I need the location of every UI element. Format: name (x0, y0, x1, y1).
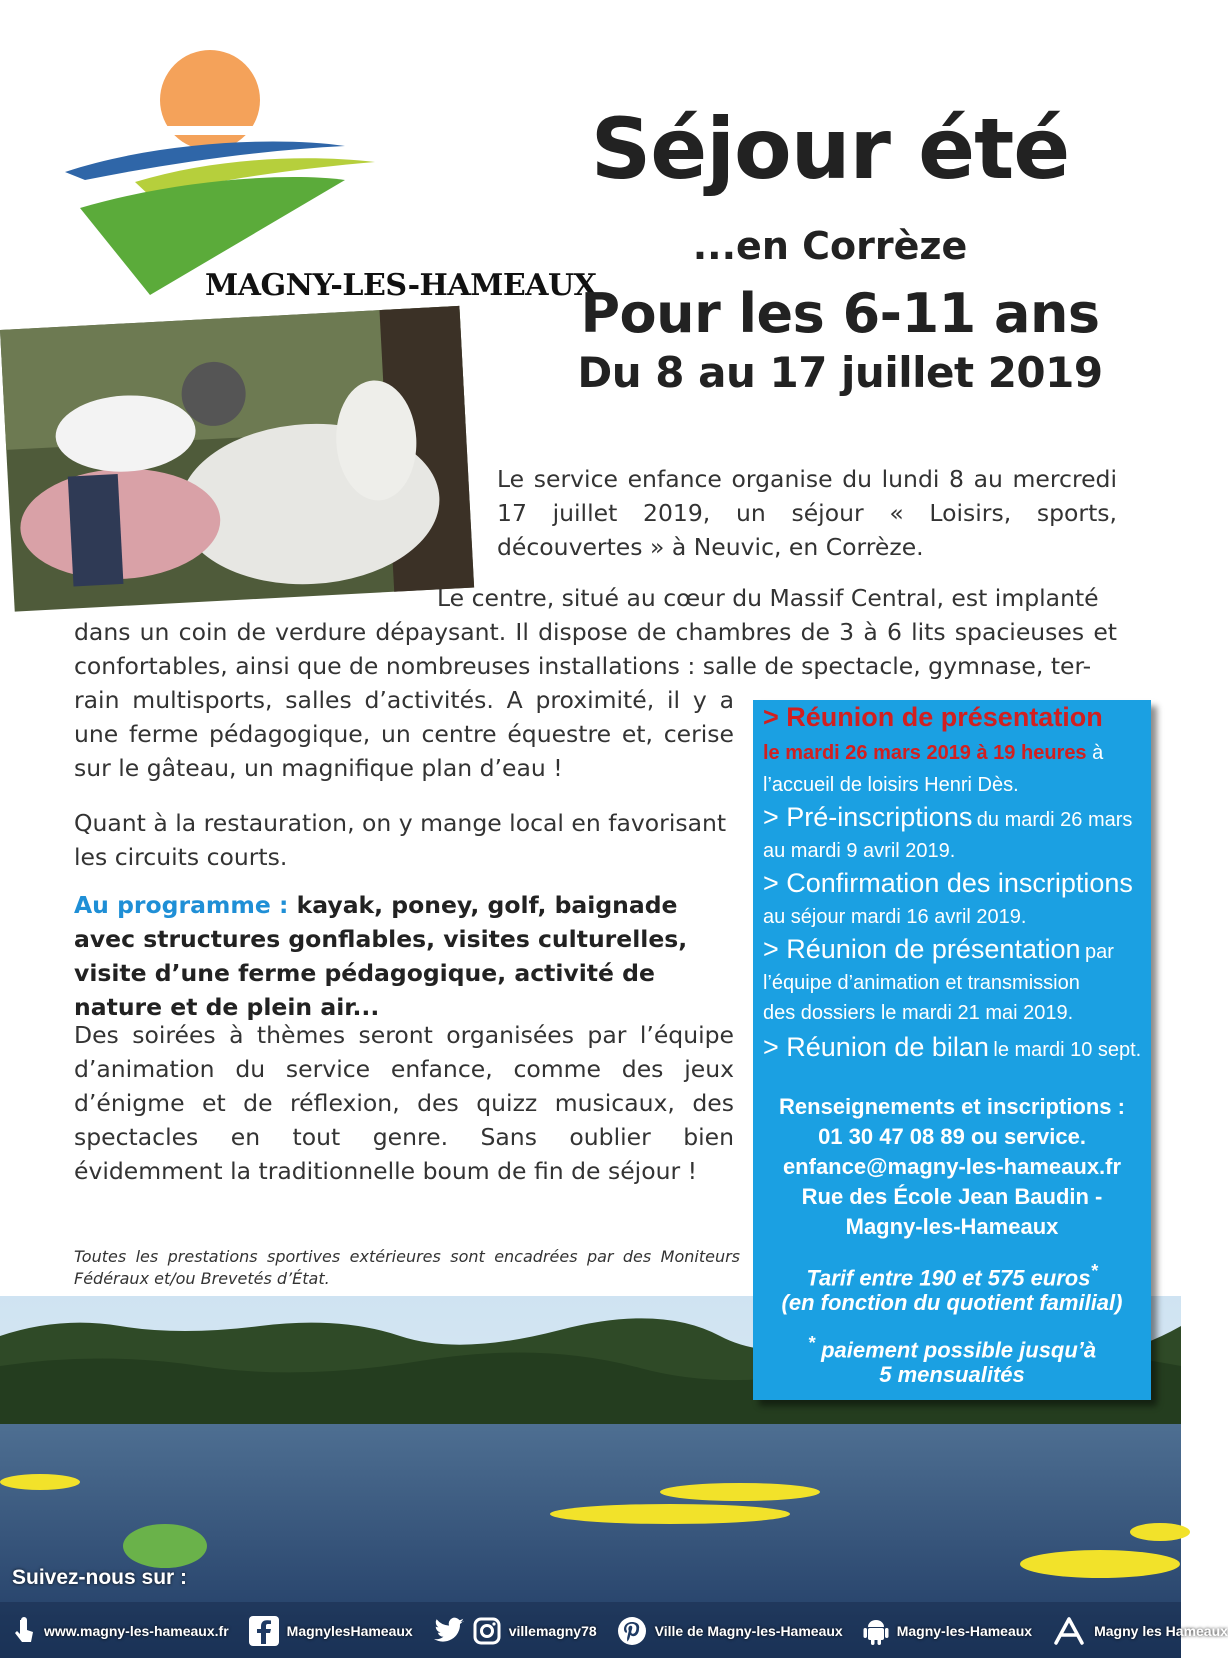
reunion-heading: > Réunion de présentation (763, 702, 1103, 732)
contact-street: Rue des École Jean Baudin - (801, 1184, 1103, 1209)
twitter-link[interactable] (433, 1618, 473, 1644)
centre-paragraph-line2: dans un coin de verdure dépaysant. Il dispose de chambres de 3 à 6 lits spacieuses et confortables, ainsi que de nombreuses installations : salle de spectacle, gymnase, ter- (74, 618, 1117, 680)
paiement-b: 5 mensualités (879, 1362, 1025, 1387)
reunion2-date: des dossiers le mardi 21 mai 2019. (763, 1002, 1074, 1024)
intro-paragraph: Le service enfance organise du lundi 8 au mercredi 17 juillet 2019, un séjour « Loisirs, sports, découvertes » à Neuvic, en Corrèze. (497, 465, 1117, 561)
reunion-date-line (763, 742, 1143, 765)
reunion2-label: > Réunion de présentation (763, 934, 1081, 964)
reunion2-line (763, 934, 1143, 965)
contact-phone: 01 30 47 08 89 ou service. (818, 1124, 1086, 1149)
facebook-icon (249, 1616, 279, 1646)
android-app-link[interactable]: Magny-les-Hameaux (863, 1616, 1032, 1646)
instagram-icon (473, 1617, 501, 1645)
pinterest-icon (617, 1616, 647, 1646)
age-range: Pour les 6-11 ans (580, 282, 1100, 345)
centre-paragraph-line1: Le centre, situé au cœur du Massif Central, est implanté (437, 584, 1099, 612)
confirmation-date: au séjour mardi 16 avril 2019. (763, 906, 1027, 928)
contact-city: Magny-les-Hameaux (845, 1214, 1059, 1239)
confirmation-label: > Confirmation des inscriptions (763, 868, 1133, 898)
logo-wordmark: MAGNY-LES-HAMEAUX (205, 268, 597, 303)
preinscriptions-label: > Pré-inscriptions (763, 802, 973, 832)
follow-us-label: Suivez-nous sur : (12, 1566, 188, 1589)
preinscriptions-dates: du mardi 26 mars (976, 809, 1133, 831)
centre-paragraph-line3: rain multisports, salles d’activités. A proximité, il y a une ferme pédagogique, un centre équestre et, cerise sur le gâteau, un magnifique plan d’eau ! (74, 686, 734, 782)
appstore-icon (1052, 1617, 1086, 1645)
tarif-note: (en fonction du quotient familial) (781, 1290, 1123, 1315)
reunion2-detail: l’équipe d’animation et transmission (763, 972, 1080, 994)
bilan-line (763, 1032, 1143, 1063)
android-icon (863, 1616, 889, 1646)
appstore-link[interactable]: Magny les Hameaux (1052, 1617, 1228, 1645)
restauration-paragraph: Quant à la restauration, on y mange local en favorisant les circuits courts. (74, 809, 727, 871)
tarif-line (753, 1260, 1151, 1291)
info-box (753, 700, 1151, 1400)
facebook-link[interactable]: MagnylesHameaux (249, 1616, 413, 1646)
soirees-paragraph: Des soirées à thèmes seront organisées par l’équipe d’animation du service enfance, comme des jeux d’énigme et de réflexion, des quizz musicaux, des spectacles en tout genre. Sans oublier bien évidemment la traditionnelle boum de fin de séjour ! (74, 1021, 734, 1185)
stay-dates: Du 8 au 17 juillet 2019 (577, 348, 1103, 397)
twitter-icon (433, 1618, 465, 1644)
paiement-a: paiement possible jusqu’à (821, 1337, 1097, 1363)
pinterest-link[interactable]: Ville de Magny-les-Hameaux (617, 1616, 843, 1646)
programme-paragraph (74, 888, 744, 1024)
bilan-date: le mardi 10 sept. (993, 1039, 1142, 1061)
reunion2-par: par (1084, 941, 1114, 963)
website-link[interactable]: www.magny-les-hameaux.fr (12, 1616, 229, 1646)
preinscriptions-line (763, 802, 1143, 833)
programme-list: kayak, poney, golf, baignade avec structures gonflables, visites culturelles, visite d’une ferme pédagogique, activité de nature et de plein air... (74, 891, 688, 1021)
social-footer (0, 1603, 1228, 1658)
tarif: Tarif entre 190 et 575 euros (806, 1265, 1091, 1291)
reunion-place: l’accueil de loisirs Henri Dès. (763, 774, 1019, 796)
page-subtitle: ...en Corrèze (692, 224, 968, 268)
footnote: Toutes les prestations sportives extérieures sont encadrées par des Moniteurs Fédéraux et/ou Brevetés d’État. (74, 1247, 740, 1288)
reunion-date: mardi 26 mars 2019 à 19 heures (785, 742, 1087, 764)
contact-email: enfance@magny-les-hameaux.fr (782, 1154, 1122, 1179)
instagram-link[interactable]: villemagny78 (473, 1617, 597, 1645)
horse-photo (0, 306, 474, 612)
bilan-label: > Réunion de bilan (763, 1032, 989, 1062)
reunion-post: à (1092, 742, 1104, 764)
paiement-line (753, 1332, 1151, 1363)
page-title: Séjour été (590, 100, 1070, 198)
contact-heading: Renseignements et inscriptions : (779, 1094, 1125, 1119)
paiement-star: * (807, 1332, 815, 1353)
programme-heading: Au programme : (74, 891, 289, 919)
preinscriptions-end: au mardi 9 avril 2019. (763, 840, 956, 862)
reunion-pre: le (763, 742, 780, 764)
tarif-star: * (1090, 1260, 1098, 1281)
pointer-hand-icon (12, 1616, 36, 1646)
